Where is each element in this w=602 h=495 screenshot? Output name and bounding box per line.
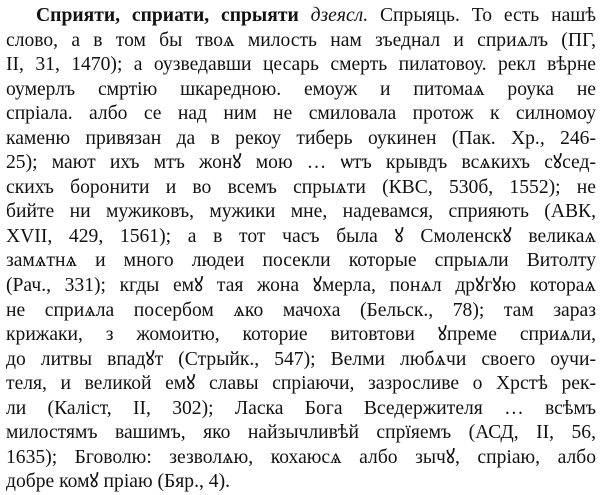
entry-line-15: до литвы впадꙋт (Стрыйк., 547); Велми любѧчи своего оучи-: [6, 348, 596, 370]
entry-line-13: не сприѧла посербом ѧко мачоха (Бельск., 78); там зараз: [6, 299, 596, 321]
entry-line-9: бийте ни мужиковъ, мужики мне, надевамся, сприяють (АВК,: [6, 201, 596, 223]
entry-line-10: XVII, 429, 1561); а в тот часъ была ꙋ Смоленскꙋ великаѧ: [6, 225, 596, 247]
entry-line-6: каменю привязан да в рекоу тиберь оукинен (Пак. Хр., 246-: [6, 127, 596, 149]
entry-line-12: (Рач., 331); кгды емꙋ тая жона ꙋмерла, понѧл дрꙋгꙋю котораѧ: [6, 275, 596, 297]
entry-headword: Сприяти, сприати, спрыяти: [36, 5, 299, 26]
entry-line-16: теля, и великой емꙋ славы спріаючи, зазросливе о Хрстѣ рек-: [6, 373, 596, 395]
entry-line-7: 25); мают ихъ мтъ жонꙋ мою … ѡтъ крывдъ всѧкихъ сꙋсед-: [6, 152, 596, 174]
entry-line-20: добре комꙋ пріаю (Бяр., 4).: [6, 471, 231, 493]
dictionary-entry: [6, 4, 596, 495]
entry-line-2: слово, а в том бы твоѧ милость нам зъеднал и сприѧлъ (ПГ,: [6, 29, 596, 51]
entry-line-17: ли (Каліст, II, 302); Ласка Бога Вседержителя … всѣмъ: [6, 397, 596, 419]
entry-line-14: крижаки, з жомоитю, которие витовтови ꙋпреме сприѧли,: [6, 324, 596, 346]
entry-line-8: скихъ боронити и во всемъ спрыѧти (КВС, 530б, 1552); не: [6, 176, 596, 198]
entry-line-5: спріала. албо се над ним не смиловала протож к силномоу: [6, 103, 596, 125]
entry-line-1: [6, 4, 596, 29]
entry-line-19: 1635); Бговолю: зезволѧю, кохаюсѧ албо зычꙋ, спріаю, албо: [6, 446, 596, 468]
entry-line-3: II, 31, 1470); а оузведавши цесарь смерть пилатовоу. рекл вѣрне: [6, 54, 596, 76]
entry-line-4: оумерлъ смртію шкаредною. емоуж и питомаѧ роука не: [6, 78, 596, 100]
grammar-label: дзеясл.: [310, 5, 369, 26]
entry-line-18: милостямъ вашимъ, яко найзычливѣй спрїяемъ (АСД, II, 56,: [6, 422, 596, 444]
entry-text: Спрыяць. То есть нашѣ: [368, 5, 597, 26]
entry-line-11: замѧтнѧ и много людеи посекли которые спрыѧли Витолту: [6, 250, 596, 272]
